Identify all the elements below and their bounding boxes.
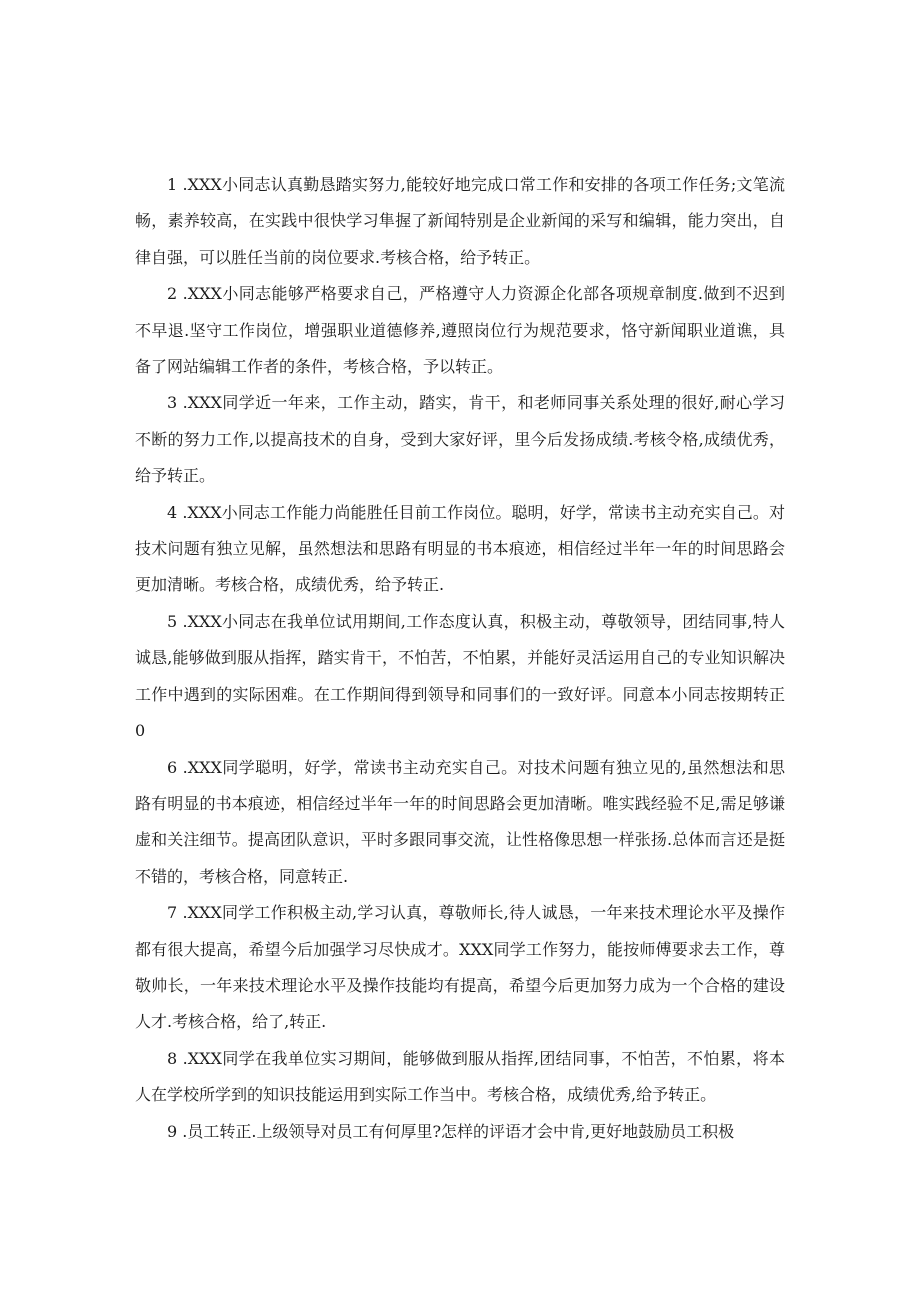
paragraph-6: 6 .XXX同学聪明，好学，常读书主动充实自己。对技术问题有独立见的,虽然想法和思路有明显的书本痕迹，相信经过半年一年的时间思路会更加清晰。唯实践经验不足,需足够谦虚和关注细节。提高团队意识，平时多跟同事交流，让性格像思想一样张扬.总体而言还是挺不错的，考核合格，同意转正. — [135, 757, 785, 886]
paragraph-2: 2 .XXX小同志能够严格要求自己，严格遵守人力资源企化部各项规章制度.做到不迟到不早退.坚守工作岗位，增强职业道德修养,遵照岗位行为规范要求，恪守新闻职业道谯，具备了网站编辑工作者的条件，考核合格，予以转正。 — [135, 284, 785, 377]
paragraph-5: 5 .XXX小同志在我单位试用期间,工作态度认真，积极主动，尊敬领导，团结同事,特人诚恳,能够做到服从指挥，踏实肯干，不怕苦，不怕累，并能好灵活运用自己的专业知识解决工作中遇到的实际困难。在工作期间得到领导和同事们的一致好评。同意本小同志按期转正0 — [135, 611, 785, 741]
document-body — [135, 167, 785, 1150]
paragraph-9: 9 .员工转正.上级领导对员工有何厚里?怎样的评语才会中肯,更好地鼓励员工积极 — [167, 1121, 735, 1141]
paragraph-1: 1 .XXX小同志认真勤恳踏实努力,能较好地完成口常工作和安排的各项工作任务;文笔流畅，素养较高，在实践中很快学习隼握了新闻特别是企业新闻的采写和编辑，能力突出，自律自强，可以胜任当前的岗位要求.考核合格，给予转正。 — [135, 175, 785, 267]
paragraph-3: 3 .XXX同学近一年来，工作主动，踏实，肯干，和老师同事关系处理的很好,耐心学习不断的努力工作,以提高技术的自身，受到大家好评，里今后发扬成绩.考核令格,成绩优秀，给予转正。 — [135, 393, 785, 486]
paragraph-7: 7 .XXX同学工作积极主动,学习认真，尊敬师长,待人诚恳，一年来技术理论水平及操作都有很大提高，希望今后加强学习尽快成才。XXX同学工作努力，能按师傅要求去工作，尊敬帅长，一年来技术理论水平及操作技能均有提高，希望今后更加努力成为一个合格的建设人才.考核合格，给了,转正. — [135, 903, 785, 1032]
paragraph-8: 8 .XXX同学在我单位实习期间，能够做到服从指挥,团结同事，不怕苦，不怕累，将本人在学校所学到的知识技能运用到实际工作当中。考核合格，成绩优秀,给予转正。 — [135, 1048, 785, 1105]
paragraph-4: 4 .XXX小同志工作能力尚能胜任目前工作岗位。聪明，好学，常读书主动充实自己。对技术问题有独立见解，虽然想法和思路有明显的书本痕迹，相信经过半年一年的时间思路会更加清晰。考核合格，成绩优秀，给予转正. — [135, 502, 785, 595]
